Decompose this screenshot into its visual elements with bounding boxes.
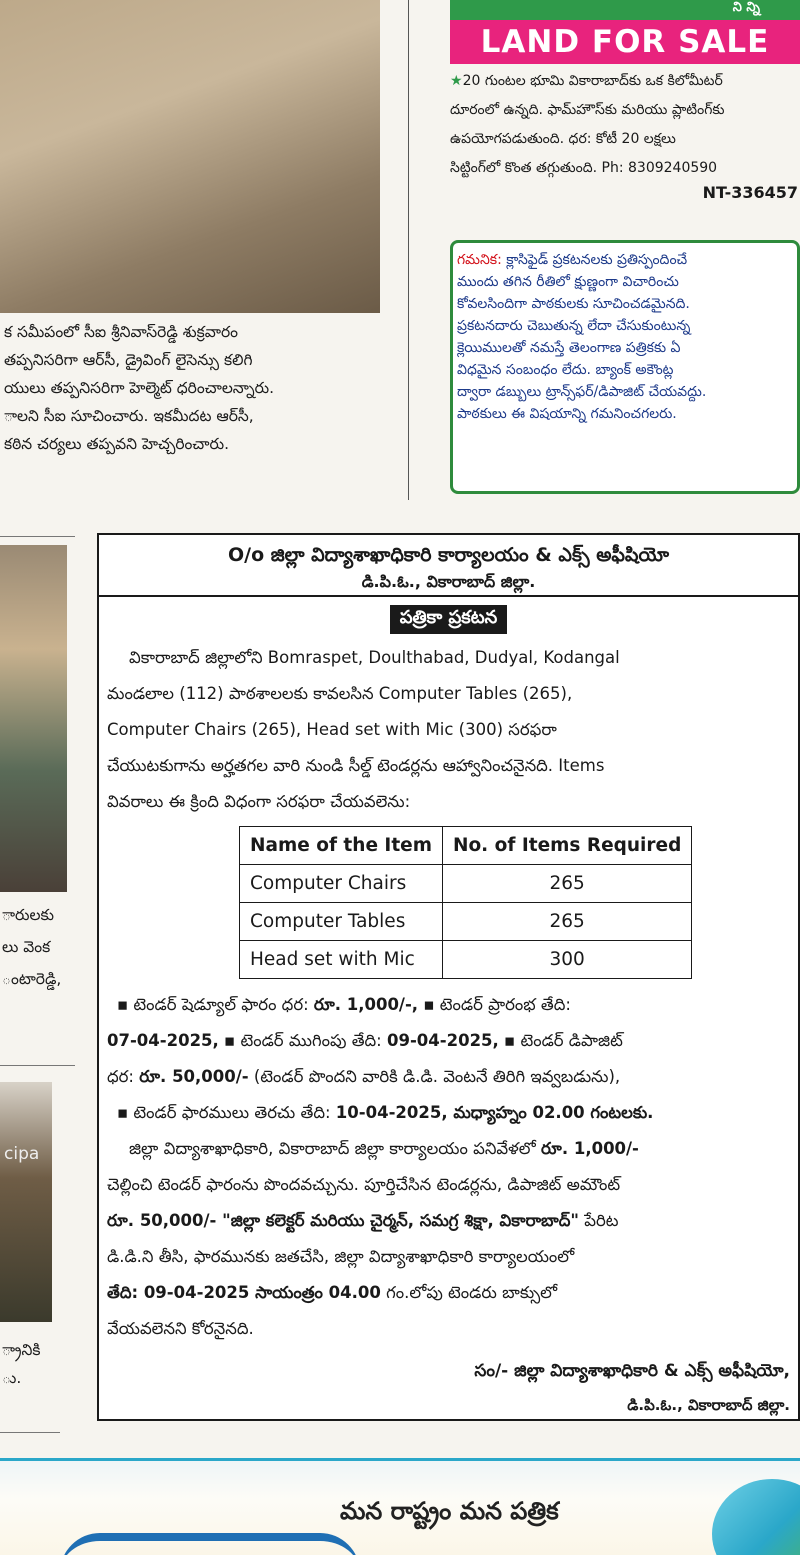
notice-line: ప్రకటనదారు చెబుతున్న లేదా చేసుకుంటున్న: [457, 318, 691, 334]
signature-line: డి.పి.ఓ., వికారాబాద్ జిల్లా.: [627, 1396, 790, 1414]
masthead-fragment: [60, 1533, 360, 1555]
schedule-line: ధర: రూ. 50,000/- (టెండర్ పొందని వారికి డి.డి. వెంటనే తిరిగి ఇవ్వబడును),: [107, 1067, 621, 1086]
land-ad-code: NT-336457: [702, 183, 798, 202]
body-line: జిల్లా విద్యాశాఖాధికారి, వికారాబాద్ జిల్లా కార్యాలయం పనివేళలో రూ. 1,000/-: [129, 1139, 639, 1158]
land-ad-header-strip: [450, 0, 800, 20]
land-ad-body: [450, 67, 800, 203]
schedule-line: ▪ టెండర్ ఫారములు తెరచు తేది: 10-04-2025, మధ్యాహ్నం 02.00 గంటలకు.: [117, 1103, 654, 1122]
caption-line: ు.: [2, 1369, 22, 1387]
notice-line: పాఠకులు ఈ విషయాన్ని గమనించగలరు.: [457, 406, 677, 422]
column-divider: [408, 0, 409, 500]
tender-signature: [99, 1347, 798, 1421]
body-line: వేయవలెనని కోరనైనది.: [107, 1319, 254, 1338]
tender-notice: [97, 533, 800, 1421]
caption-line: లు వెంక: [2, 938, 51, 956]
news-caption: [4, 318, 404, 458]
tender-subheading: డి.పి.ఓ., వికారాబాద్ జిల్లా.: [99, 569, 798, 597]
press-release-badge: పత్రికా ప్రకటన: [390, 605, 507, 634]
notice-line: విధమైన సంబంధం లేదు. బ్యాంక్ అకౌంట్ల: [457, 362, 674, 378]
table-row: [240, 941, 692, 979]
tender-heading: O/o జిల్లా విద్యాశాఖాధికారి కార్యాలయం & ఎక్స్ అఫీషియో: [228, 544, 669, 566]
tender-line: Computer Chairs (265), Head set with Mic (300) సరఫరా: [107, 720, 557, 739]
land-ad-line: ఉపయోగపడుతుంది. ధర: కోటీ 20 లక్షలు: [450, 131, 676, 147]
section-rule: [0, 1432, 60, 1433]
photo-overlay-text: cipa: [4, 1144, 40, 1164]
notice-line: కోవలసిందిగా పాఠకులకు సూచించడమైనది.: [457, 296, 690, 312]
notice-line: క్లెయిములతో నమస్తే తెలంగాణ పత్రికకు ఏ: [457, 340, 681, 356]
signature-line: సం/- జిల్లా విద్యాశాఖాధికారి & ఎక్స్ అఫీషియో,: [474, 1361, 790, 1381]
tender-line: వికారాబాద్ జిల్లాలోని Bomraspet, Doulthabad, Dudyal, Kodangal: [129, 648, 620, 667]
portrait-photo: [0, 1082, 52, 1322]
section-rule: [0, 536, 75, 537]
caption-line: ్రానికి: [2, 1341, 41, 1359]
item-name: Computer Chairs: [240, 865, 443, 903]
tender-schedule: [99, 979, 798, 1347]
land-ad-header-text: ని న్ని: [732, 0, 760, 15]
tender-line: వివరాలు ఈ క్రింది విధంగా సరఫరా చేయవలెను:: [107, 792, 411, 811]
item-count: 265: [442, 865, 691, 903]
body-line: చెల్లించి టెండర్ ఫారంను పొందవచ్చును. పూర్తిచేసిన టెండర్లను, డిపాజిట్ అమౌంట్: [107, 1175, 621, 1194]
side-caption: [2, 1336, 72, 1392]
land-ad-line: సిట్టింగ్‌లో కొంత తగ్గుతుంది. Ph: 8309240590: [450, 160, 718, 176]
notice-line: ముందు తగిన రీతిలో క్షుణ్ణంగా విచారించు: [457, 274, 679, 290]
caption-line: ాలని సీఐ సూచించారు. ఇకమీదట ఆర్‌సీ,: [4, 407, 254, 425]
caption-line: యులు తప్పనిసరిగా హెల్మెట్ ధరించాలన్నారు.: [4, 379, 275, 397]
body-line: డి.డి.ని తీసి, ఫారమునకు జతచేసి, జిల్లా విద్యాశాఖాధికారి కార్యాలయంలో: [107, 1247, 575, 1266]
logo-swoosh: [712, 1479, 800, 1555]
tender-line: చేయుటకుగాను అర్హతగల వారి నుండి సీల్డ్ టెండర్లను ఆహ్వానించనైనది. Items: [107, 756, 605, 775]
body-line: తేది: 09-04-2025 సాయంత్రం 04.00 గం.లోపు టెండరు బాక్సులో: [107, 1283, 558, 1302]
tender-intro: [99, 634, 798, 820]
newspaper-banner: [0, 1461, 800, 1555]
land-ad-line: దూరంలో ఉన్నది. ఫామ్‌హౌస్‌కు మరియు ప్లాటింగ్‌కు: [450, 102, 725, 118]
classified-notice: [450, 240, 800, 494]
banner-title: మన రాష్ట్రం మన పత్రిక: [340, 1497, 559, 1525]
item-count: 265: [442, 903, 691, 941]
schedule-line: 07-04-2025, ▪ టెండర్ ముగింపు తేది: 09-04-2025, ▪ టెండర్ డిపాజిట్: [107, 1031, 623, 1050]
section-rule: [0, 1065, 75, 1066]
items-table: [239, 826, 692, 979]
item-name: Computer Tables: [240, 903, 443, 941]
land-ad-title: LAND FOR SALE: [450, 20, 800, 64]
caption-line: కఠిన చర్యలు తప్పవని హెచ్చరించారు.: [4, 435, 229, 453]
item-name: Head set with Mic: [240, 941, 443, 979]
notice-line: ద్వారా డబ్బులు ట్రాన్స్‌ఫర్/డిపాజిట్ చేయవద్దు.: [457, 384, 707, 400]
land-ad-line: ★20 గుంటల భూమి వికారాబాద్‌కు ఒక కిలోమీటర్: [450, 73, 723, 89]
column-header: No. of Items Required: [442, 827, 691, 865]
caption-line: ారులకు: [2, 906, 54, 924]
table-header-row: [240, 827, 692, 865]
item-count: 300: [442, 941, 691, 979]
caption-line: ంటారెడ్డి,: [2, 970, 62, 988]
schedule-line: ▪ టెండర్ షెడ్యూల్ ఫారం ధర: రూ. 1,000/-, ▪ టెండర్ ప్రారంభ తేది:: [117, 995, 571, 1014]
police-photo: [0, 0, 380, 313]
body-line: రూ. 50,000/- "జిల్లా కలెక్టర్ మరియు చైర్మన్, సమగ్ర శిక్షా, వికారాబాద్" పేరిట: [107, 1211, 619, 1230]
woman-photo: [0, 545, 67, 892]
table-row: [240, 865, 692, 903]
table-row: [240, 903, 692, 941]
notice-label: గమనిక:: [457, 252, 502, 268]
star-icon: ★: [450, 73, 463, 89]
side-caption: [2, 899, 82, 995]
column-header: Name of the Item: [240, 827, 443, 865]
caption-line: క సమీపంలో సీఐ శ్రీనివాస్‌రెడ్డి శుక్రవారం: [4, 323, 239, 341]
tender-line: మండలాల (112) పాఠశాలలకు కావలసిన Computer Tables (265),: [107, 684, 573, 703]
caption-line: తప్పనిసరిగా ఆర్‌సీ, డ్రైవింగ్ లైసెన్సు కలిగి: [4, 351, 253, 369]
notice-line: గమనిక: క్లాసిఫైడ్ ప్రకటనలకు ప్రతిస్పందించే: [457, 252, 688, 268]
